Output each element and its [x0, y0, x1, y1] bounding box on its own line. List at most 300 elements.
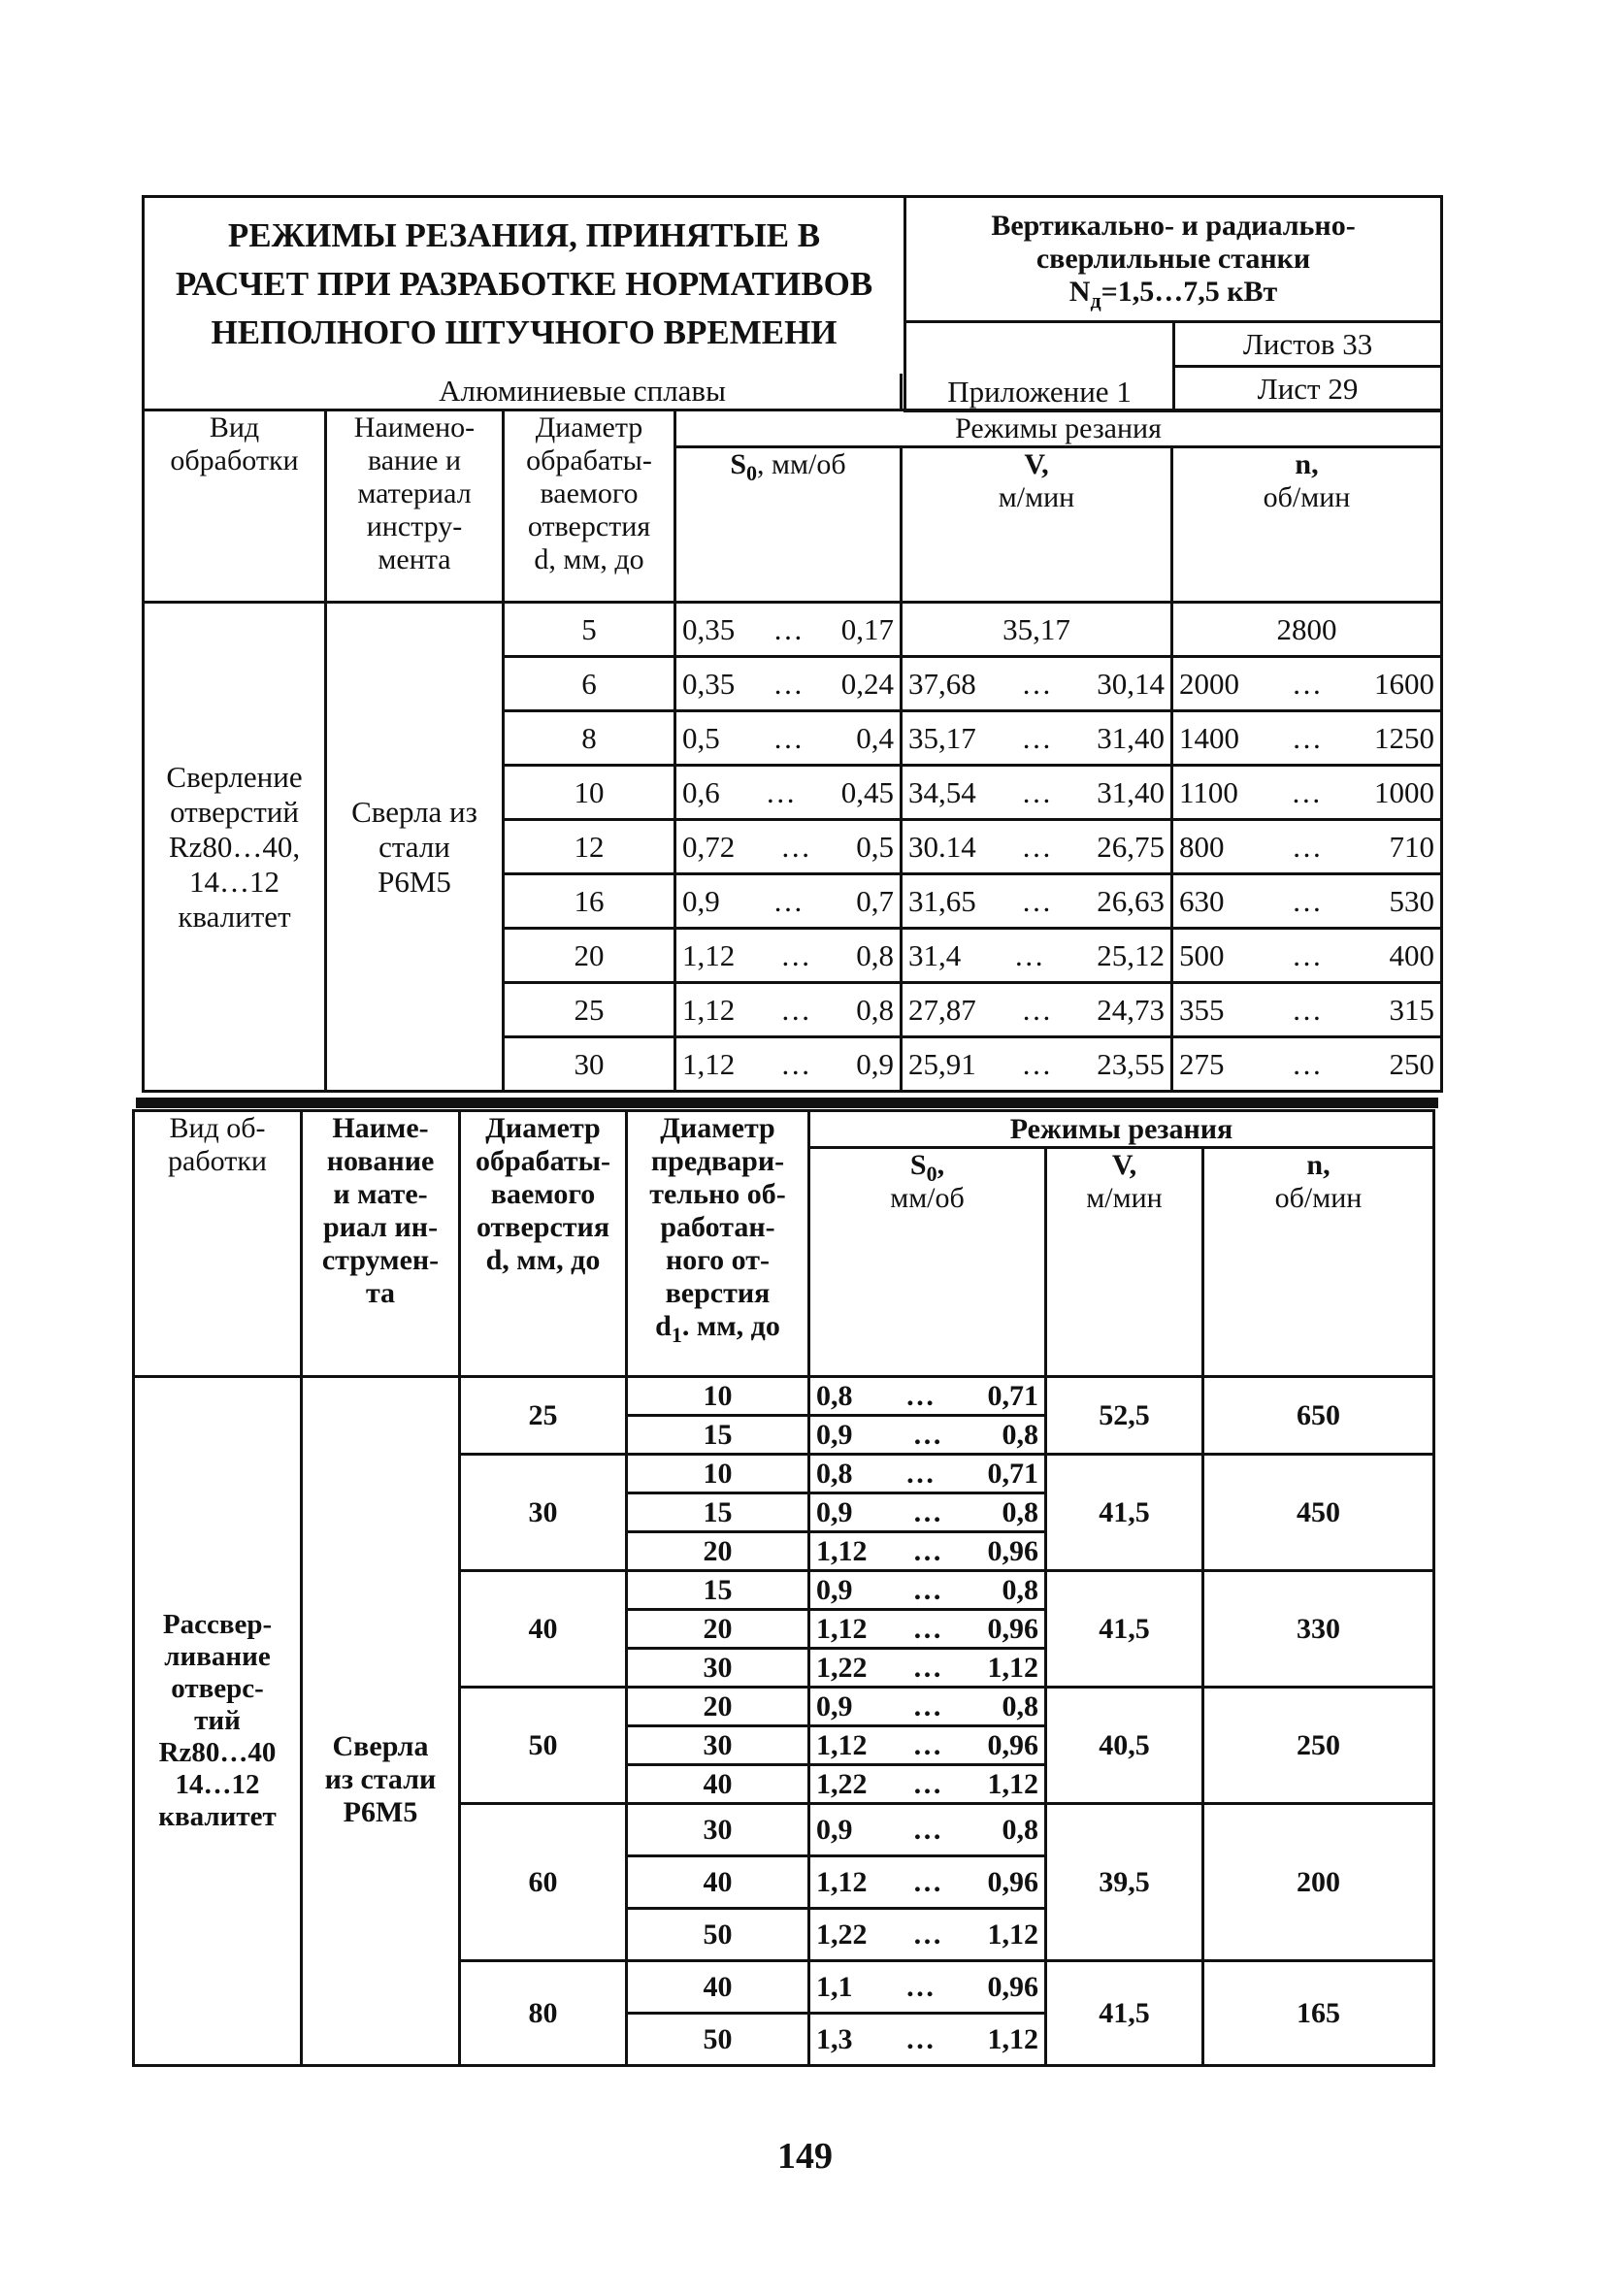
- drilling-rows: [142, 601, 1443, 1093]
- range-ellipsis: …: [772, 611, 804, 646]
- hdr-line: обрабаты-: [526, 444, 652, 476]
- speed-cell: 41,5: [1046, 1455, 1203, 1571]
- range-ellipsis: …: [912, 1918, 942, 1951]
- pre-diameter-cell: 15: [627, 1493, 809, 1532]
- sheet-number: Лист 29: [1174, 367, 1442, 411]
- rpm-cell: 450: [1203, 1455, 1434, 1571]
- pre-diameter-cell: 50: [627, 1909, 809, 1961]
- speed-symbol: V,: [1111, 1149, 1137, 1181]
- pre-d-letter: d: [655, 1310, 672, 1342]
- feed-cell: [675, 603, 902, 657]
- range-ellipsis: …: [912, 1534, 942, 1567]
- hdr-line: d, мм, до: [534, 543, 644, 575]
- speed-from: 31,4: [908, 937, 962, 972]
- feed-cell: [809, 1765, 1046, 1804]
- feed-to: 0,7: [856, 883, 894, 918]
- power-range: [912, 276, 1434, 312]
- rpm-cell: 200: [1203, 1804, 1434, 1961]
- feed-cell: [809, 1961, 1046, 2014]
- rpm-cell: [1172, 983, 1442, 1037]
- rpm-cell: [1172, 929, 1442, 983]
- rpm-cell: 330: [1203, 1571, 1434, 1688]
- rpm-to: 1600: [1374, 666, 1434, 701]
- rpm-from: 630: [1179, 883, 1225, 918]
- rpm-cell: 650: [1203, 1377, 1434, 1455]
- speed-cell: 35,17: [902, 603, 1172, 657]
- feed-subscript: 0: [926, 1162, 937, 1186]
- hdr-line: верстия: [665, 1277, 771, 1309]
- speed-cell: [902, 1037, 1172, 1092]
- op-line: 14…12: [175, 1769, 260, 1800]
- rpm-to: 250: [1389, 1046, 1434, 1081]
- pre-diameter-cell: 40: [627, 1765, 809, 1804]
- range-ellipsis: …: [912, 1612, 942, 1645]
- feed-from: 1,22: [816, 1918, 868, 1951]
- feed-comma: ,: [936, 1149, 945, 1181]
- hdr-line: материал: [357, 477, 472, 509]
- speed-to: 23,55: [1097, 1046, 1165, 1081]
- op-line: квалитет: [178, 899, 291, 934]
- feed-cell: [675, 766, 902, 820]
- range-ellipsis: …: [905, 2022, 935, 2055]
- sheets-total: Листов 33: [1174, 322, 1442, 367]
- hdr-line: [634, 1310, 802, 1347]
- feed-cell: [809, 2014, 1046, 2066]
- rpm-unit: об/мин: [1274, 1182, 1363, 1214]
- page-number: 149: [777, 2136, 833, 2177]
- rpm-cell: [1172, 766, 1442, 820]
- diameter-cell: 80: [460, 1961, 627, 2066]
- feed-from: 0,9: [682, 883, 720, 918]
- diameter-cell: 8: [504, 711, 675, 766]
- feed-cell: [675, 983, 902, 1037]
- range-ellipsis: …: [1291, 774, 1322, 809]
- range-ellipsis: …: [912, 1651, 942, 1684]
- range-ellipsis: …: [912, 1767, 942, 1800]
- hdr-line: инстру-: [366, 510, 463, 542]
- tool-drill-p6m5: [302, 1377, 460, 2066]
- feed-unit: , мм/об: [757, 448, 846, 480]
- feed-cell: [675, 874, 902, 929]
- speed-cell: [902, 929, 1172, 983]
- speed-to: 26,63: [1097, 883, 1165, 918]
- tool-line: Р6М5: [343, 1795, 418, 1828]
- feed-cell: [675, 657, 902, 711]
- hdr-line: та: [365, 1277, 396, 1309]
- feed-to: 0,9: [856, 1046, 894, 1081]
- title-line: НЕПОЛНОГО ШТУЧНОГО ВРЕМЕНИ: [211, 313, 838, 351]
- feed-symbol: [816, 1149, 1038, 1186]
- feed-to: 0,4: [856, 720, 894, 755]
- power-value: =1,5…7,5 кВт: [1101, 276, 1278, 308]
- diameter-cell: 30: [460, 1455, 627, 1571]
- col-rpm: [1172, 447, 1442, 603]
- rpm-to: 530: [1389, 883, 1434, 918]
- feed-to: 0,8: [1002, 1495, 1038, 1528]
- diameter-cell: 30: [504, 1037, 675, 1092]
- range-ellipsis: …: [912, 1418, 942, 1451]
- feed-cell: [809, 1909, 1046, 1961]
- speed-cell: 41,5: [1046, 1571, 1203, 1688]
- tool-line: Сверла из: [351, 794, 477, 829]
- feed-from: 0,9: [816, 1689, 853, 1722]
- tool-line: стали: [378, 829, 450, 864]
- range-ellipsis: …: [912, 1728, 942, 1761]
- feed-cell: [809, 1532, 1046, 1571]
- hdr-line: Диаметр: [660, 1112, 775, 1144]
- title-line: РЕЖИМЫ РЕЗАНИЯ, ПРИНЯТЫЕ В: [227, 216, 821, 254]
- col-operation-type: [134, 1111, 302, 1377]
- speed-cell: [902, 766, 1172, 820]
- feed-to: 0,8: [856, 937, 894, 972]
- diameter-cell: 20: [504, 929, 675, 983]
- reaming-table: [132, 1109, 1435, 1378]
- feed-to: 0,8: [1002, 1813, 1038, 1846]
- feed-to: 1,12: [987, 1651, 1038, 1684]
- feed-to: 0,96: [987, 1970, 1038, 2003]
- op-line: тий: [194, 1705, 241, 1736]
- reaming-rows: [132, 1375, 1435, 2067]
- feed-from: 1,12: [682, 1046, 736, 1081]
- machine-type: [905, 197, 1442, 322]
- feed-cell: [809, 1649, 1046, 1688]
- diameter-cell: 25: [504, 983, 675, 1037]
- range-ellipsis: …: [912, 1813, 942, 1846]
- range-ellipsis: …: [780, 1046, 811, 1081]
- op-line: Rz80…40: [158, 1737, 277, 1768]
- col-tool: [302, 1111, 460, 1377]
- feed-cell: [809, 1856, 1046, 1909]
- speed-from: 31,65: [908, 883, 976, 918]
- speed-to: 31,40: [1097, 720, 1165, 755]
- range-ellipsis: …: [1292, 666, 1322, 701]
- hdr-line: Диаметр: [535, 411, 643, 443]
- pre-diameter-cell: 30: [627, 1804, 809, 1856]
- hdr-line: ваемого: [490, 1178, 596, 1210]
- rpm-from: 2000: [1179, 666, 1239, 701]
- drilling-table-data: [142, 409, 1443, 604]
- diameter-cell: 40: [460, 1571, 627, 1688]
- speed-cell: 40,5: [1046, 1688, 1203, 1804]
- rpm-from: 800: [1179, 829, 1225, 864]
- feed-to: 0,96: [987, 1534, 1038, 1567]
- range-ellipsis: …: [780, 937, 811, 972]
- pre-diameter-cell: 30: [627, 1649, 809, 1688]
- range-ellipsis: …: [780, 992, 811, 1027]
- col-cutting-modes: Режимы резания: [809, 1111, 1434, 1148]
- feed-cell: [675, 820, 902, 874]
- col-diameter: [504, 410, 675, 603]
- tool-line: Р6М5: [378, 864, 451, 899]
- op-line: 14…12: [189, 864, 279, 899]
- speed-cell: [902, 983, 1172, 1037]
- title-line: РАСЧЕТ ПРИ РАЗРАБОТКЕ НОРМАТИВОВ: [175, 265, 873, 303]
- feed-cell: [809, 1416, 1046, 1455]
- range-ellipsis: …: [1292, 883, 1322, 918]
- col-speed: [902, 447, 1172, 603]
- material-label: Алюминиевые сплавы: [144, 374, 902, 410]
- range-ellipsis: …: [912, 1689, 942, 1722]
- range-ellipsis: …: [905, 1457, 935, 1490]
- feed-cell: [809, 1493, 1046, 1532]
- op-line: Сверление: [166, 759, 303, 794]
- feed-to: 0,96: [987, 1728, 1038, 1761]
- diameter-cell: 10: [504, 766, 675, 820]
- diameter-cell: 5: [504, 603, 675, 657]
- feed-to: 0,96: [987, 1612, 1038, 1645]
- hdr-line: риал ин-: [322, 1211, 439, 1243]
- feed-to: 0,8: [1002, 1573, 1038, 1606]
- feed-to: 1,12: [987, 1918, 1038, 1951]
- speed-cell: [902, 874, 1172, 929]
- diameter-cell: 16: [504, 874, 675, 929]
- pre-diameter-cell: 20: [627, 1688, 809, 1726]
- speed-to: 24,73: [1097, 992, 1165, 1027]
- range-ellipsis: …: [1013, 937, 1044, 972]
- feed-cell: [809, 1688, 1046, 1726]
- range-ellipsis: …: [1021, 666, 1052, 701]
- feed-letter: S: [730, 448, 747, 480]
- range-ellipsis: …: [772, 720, 804, 755]
- hdr-line: работки: [168, 1145, 267, 1177]
- power-symbol: N: [1068, 276, 1091, 308]
- feed-to: 1,12: [987, 2022, 1038, 2055]
- feed-to: 0,17: [840, 611, 894, 646]
- range-ellipsis: …: [912, 1865, 942, 1898]
- speed-to: 31,40: [1097, 774, 1165, 809]
- col-pre-diameter: [627, 1111, 809, 1377]
- col-operation-type-text: Вид обработки: [170, 411, 299, 476]
- hdr-line: предвари-: [650, 1145, 785, 1177]
- pre-diameter-cell: 30: [627, 1726, 809, 1765]
- rpm-from: 500: [1179, 937, 1225, 972]
- feed-from: 1,12: [816, 1612, 868, 1645]
- rpm-to: 710: [1389, 829, 1434, 864]
- feed-to: 0,8: [1002, 1689, 1038, 1722]
- speed-cell: 52,5: [1046, 1377, 1203, 1455]
- machine-line: Вертикально- и радиально-: [991, 210, 1356, 242]
- op-line: ливание: [164, 1641, 271, 1672]
- col-diameter: [460, 1111, 627, 1377]
- feed-from: 0,72: [682, 829, 736, 864]
- rpm-from: 1400: [1179, 720, 1239, 755]
- op-line: Рассвер-: [162, 1609, 273, 1640]
- feed-letter: S: [909, 1149, 927, 1181]
- hdr-line: нование: [326, 1145, 435, 1177]
- feed-cell: [675, 711, 902, 766]
- feed-to: 0,8: [856, 992, 894, 1027]
- hdr-line: Наимено-: [353, 411, 476, 443]
- range-ellipsis: …: [1021, 1046, 1052, 1081]
- feed-from: 1,12: [682, 937, 736, 972]
- speed-cell: 39,5: [1046, 1804, 1203, 1961]
- hdr-line: вание и: [367, 444, 462, 476]
- feed-from: 0,8: [816, 1457, 853, 1490]
- feed-from: 0,9: [816, 1495, 853, 1528]
- col-rpm: [1203, 1148, 1434, 1377]
- table-separator: [136, 1098, 1438, 1108]
- feed-to: 0,45: [840, 774, 894, 809]
- diameter-cell: 25: [460, 1377, 627, 1455]
- pre-diameter-cell: 15: [627, 1571, 809, 1610]
- speed-from: 37,68: [908, 666, 976, 701]
- op-line: Rz80…40,: [168, 829, 301, 864]
- diameter-cell: 6: [504, 657, 675, 711]
- feed-to: 0,5: [856, 829, 894, 864]
- feed-from: 0,9: [816, 1813, 853, 1846]
- feed-to: 0,71: [987, 1379, 1038, 1412]
- rpm-to: 1000: [1373, 774, 1434, 809]
- range-ellipsis: …: [1021, 720, 1052, 755]
- feed-from: 1,22: [816, 1651, 868, 1684]
- speed-cell: [902, 657, 1172, 711]
- range-ellipsis: …: [912, 1573, 942, 1606]
- rpm-unit: об/мин: [1263, 481, 1351, 513]
- hdr-line: Наиме-: [332, 1112, 429, 1144]
- operation-drilling: [144, 603, 326, 1092]
- range-ellipsis: …: [1021, 992, 1052, 1027]
- pre-diameter-cell: 20: [627, 1610, 809, 1649]
- range-ellipsis: …: [1292, 937, 1322, 972]
- range-ellipsis: …: [1292, 829, 1322, 864]
- feed-from: 1,22: [816, 1767, 868, 1800]
- col-feed: [809, 1148, 1046, 1377]
- feed-from: 0,35: [682, 666, 736, 701]
- speed-to: 30,14: [1097, 666, 1165, 701]
- feed-from: 1,12: [816, 1728, 868, 1761]
- rpm-symbol: n,: [1295, 448, 1319, 480]
- diameter-cell: 50: [460, 1688, 627, 1804]
- range-ellipsis: …: [912, 1495, 942, 1528]
- rpm-from: 355: [1179, 992, 1225, 1027]
- hdr-line: d, мм, до: [485, 1244, 601, 1276]
- hdr-line: струмен-: [321, 1244, 440, 1276]
- feed-cell: [809, 1726, 1046, 1765]
- range-ellipsis: …: [1021, 774, 1052, 809]
- feed-cell: [809, 1571, 1046, 1610]
- rpm-cell: 2800: [1172, 603, 1442, 657]
- power-subscript: д: [1090, 288, 1101, 312]
- feed-from: 1,12: [682, 992, 736, 1027]
- feed-from: 0,35: [682, 611, 736, 646]
- speed-cell: 41,5: [1046, 1961, 1203, 2066]
- operation-reaming: [134, 1377, 302, 2066]
- range-ellipsis: …: [1292, 992, 1322, 1027]
- pre-d-subscript: 1: [671, 1323, 682, 1347]
- diameter-cell: 60: [460, 1804, 627, 1961]
- rpm-cell: 165: [1203, 1961, 1434, 2066]
- feed-from: 0,9: [816, 1573, 853, 1606]
- speed-unit: м/мин: [998, 481, 1075, 513]
- rpm-symbol: n,: [1306, 1149, 1331, 1181]
- range-ellipsis: …: [1292, 1046, 1322, 1081]
- range-ellipsis: …: [905, 1379, 935, 1412]
- feed-from: 0,9: [816, 1418, 853, 1451]
- hdr-line: тельно об-: [649, 1178, 786, 1210]
- col-speed: [1046, 1148, 1203, 1377]
- rpm-cell: [1172, 1037, 1442, 1092]
- op-line: квалитет: [158, 1801, 277, 1832]
- feed-cell: [809, 1455, 1046, 1493]
- range-ellipsis: …: [905, 1970, 935, 2003]
- drilling-table-body: [142, 374, 1443, 411]
- speed-to: 25,12: [1097, 937, 1165, 972]
- feed-to: 0,8: [1002, 1418, 1038, 1451]
- speed-from: 27,87: [908, 992, 976, 1027]
- feed-symbol: [682, 448, 894, 485]
- hdr-line: Вид об-: [169, 1112, 266, 1144]
- pre-diameter-cell: 40: [627, 1961, 809, 2014]
- range-ellipsis: …: [1292, 720, 1322, 755]
- feed-to: 0,24: [840, 666, 894, 701]
- speed-to: 26,75: [1097, 829, 1165, 864]
- feed-to: 1,12: [987, 1767, 1038, 1800]
- pre-diameter-cell: 15: [627, 1416, 809, 1455]
- feed-cell: [809, 1610, 1046, 1649]
- feed-from: 0,6: [682, 774, 720, 809]
- rpm-cell: [1172, 820, 1442, 874]
- feed-from: 1,12: [816, 1865, 868, 1898]
- rpm-from: 275: [1179, 1046, 1225, 1081]
- rpm-to: 315: [1389, 992, 1434, 1027]
- op-line: отверстий: [170, 794, 299, 829]
- speed-from: 35,17: [908, 720, 976, 755]
- rpm-from: 1100: [1179, 774, 1238, 809]
- rpm-cell: [1172, 874, 1442, 929]
- pre-diameter-cell: 50: [627, 2014, 809, 2066]
- tool-line: из стали: [324, 1762, 437, 1795]
- rpm-to: 1250: [1374, 720, 1434, 755]
- col-cutting-modes: Режимы резания: [675, 410, 1442, 447]
- feed-from: 1,3: [816, 2022, 853, 2055]
- diameter-cell: 12: [504, 820, 675, 874]
- machine-line: сверлильные станки: [1035, 243, 1311, 275]
- range-ellipsis: …: [772, 883, 804, 918]
- pre-diameter-cell: 40: [627, 1856, 809, 1909]
- hdr-line: и мате-: [333, 1178, 428, 1210]
- hdr-line: отверстия: [527, 510, 651, 542]
- op-line: отверс-: [171, 1673, 264, 1704]
- rpm-cell: [1172, 657, 1442, 711]
- rpm-cell: [1172, 711, 1442, 766]
- feed-to: 0,71: [987, 1457, 1038, 1490]
- tool-line: Сверла: [332, 1729, 429, 1762]
- feed-cell: [809, 1377, 1046, 1416]
- speed-from: 34,54: [908, 774, 976, 809]
- speed-unit: м/мин: [1086, 1182, 1163, 1214]
- rpm-to: 400: [1389, 937, 1434, 972]
- feed-cell: [809, 1804, 1046, 1856]
- feed-from: 0,5: [682, 720, 720, 755]
- rpm-cell: 250: [1203, 1688, 1434, 1804]
- col-tool: [326, 410, 504, 603]
- range-ellipsis: …: [1021, 829, 1052, 864]
- speed-cell: [902, 820, 1172, 874]
- hdr-line: мента: [378, 543, 451, 575]
- feed-to: 0,96: [987, 1865, 1038, 1898]
- col-operation-type: [144, 410, 326, 603]
- col-feed: [675, 447, 902, 603]
- feed-from: 1,1: [816, 1970, 853, 2003]
- feed-unit: мм/об: [890, 1182, 965, 1214]
- pre-diameter-cell: 10: [627, 1377, 809, 1416]
- hdr-line: ного от-: [666, 1244, 770, 1276]
- range-ellipsis: …: [772, 666, 804, 701]
- hdr-line: ваемого: [540, 477, 639, 509]
- range-ellipsis: …: [765, 774, 796, 809]
- feed-subscript: 0: [746, 461, 758, 485]
- range-ellipsis: …: [780, 829, 811, 864]
